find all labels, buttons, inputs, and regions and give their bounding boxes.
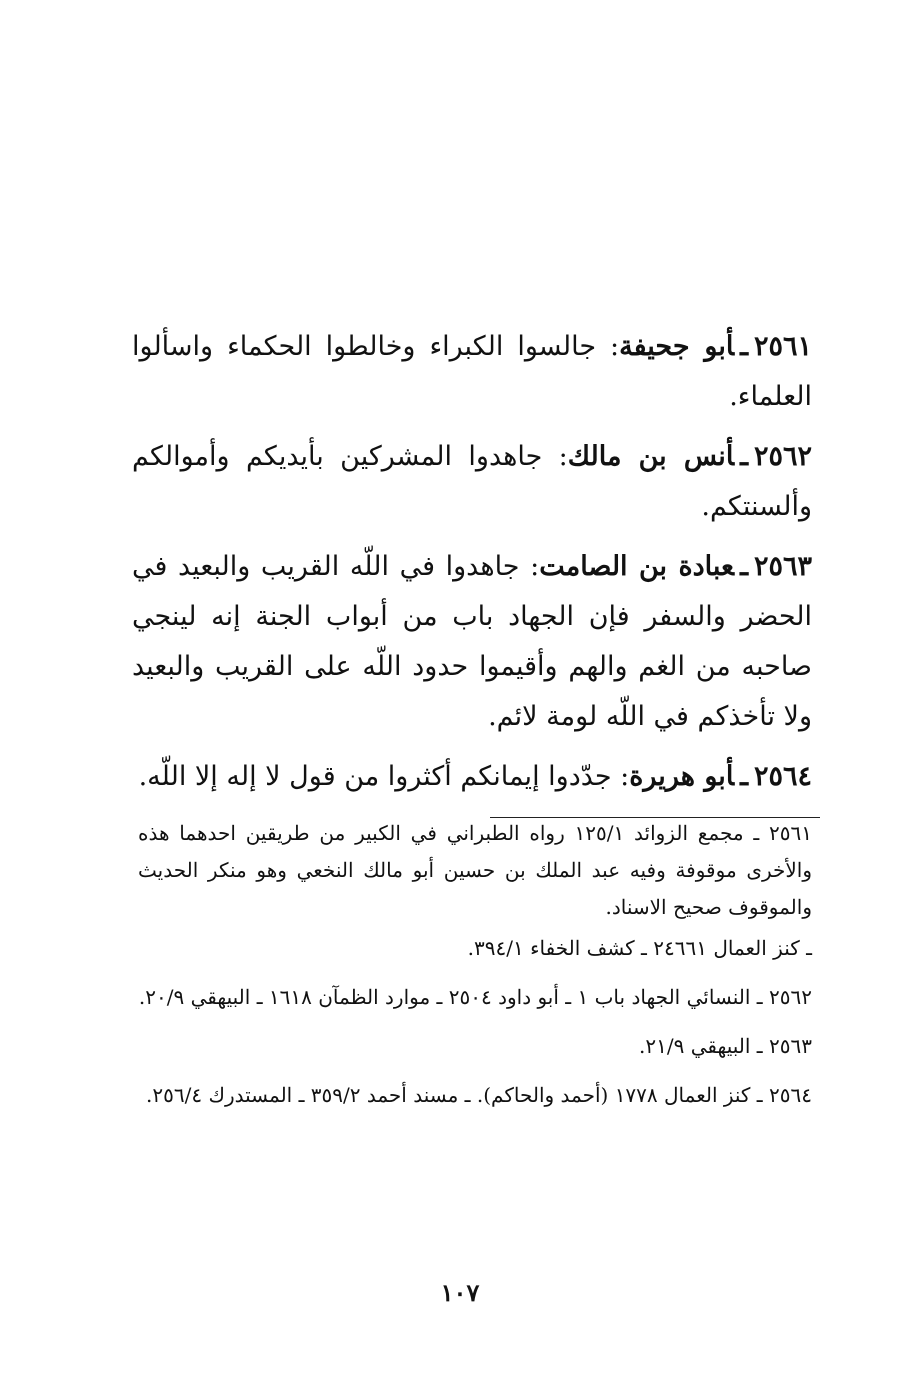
entry-text: : جدّدوا إيمانكم أكثروا من قول لا إله إلا اللّه. <box>138 761 630 792</box>
entry-dash: ـ <box>740 331 748 362</box>
entry-dash: ـ <box>740 441 748 472</box>
hadith-entry <box>132 432 812 532</box>
entry-dash: ـ <box>740 761 748 792</box>
entry-text: : جالسوا الكبراء وخالطوا الحكماء واسألوا العلماء. <box>132 331 812 412</box>
entry-dash: ـ <box>740 551 748 582</box>
entry-number: ٢٥٦٢ <box>753 441 812 472</box>
entry-narrator: عبادة بن الصامت <box>539 551 735 582</box>
footnote: ٢٥٦٣ ـ البيهقي ٢١/٩. <box>639 1034 812 1058</box>
entry-narrator: أنس بن مالك <box>567 441 735 472</box>
entry-text: : جاهدوا المشركين بأيديكم وأموالكم وألسنتكم. <box>132 441 812 522</box>
entry-number: ٢٥٦٤ <box>753 761 812 792</box>
footnote: ـ كنز العمال ٢٤٦٦١ ـ كشف الخفاء ٣٩٤/١. <box>467 936 812 960</box>
entry-number: ٢٥٦٣ <box>754 551 813 582</box>
hadith-entry <box>132 542 812 742</box>
page-number: ١٠٧ <box>440 1278 480 1307</box>
hadith-entry <box>132 752 812 802</box>
entry-text: : جاهدوا في اللّه القريب والبعيد في الحضر والسفر فإن الجهاد باب من أبواب الجنة إنه لينجي صاحبه من الغم والهم وأقيموا حدود اللّه على القريب والبعيد ولا تأخذكم في اللّه لومة لائم. <box>132 551 812 732</box>
hadith-entry <box>132 322 812 422</box>
footnote: ٢٥٦٢ ـ النسائي الجهاد باب ١ ـ أبو داود ٢٥٠٤ ـ موارد الظمآن ١٦١٨ ـ البيهقي ٢٠/٩. <box>138 985 812 1009</box>
entry-narrator: أبو جحيفة <box>619 331 735 362</box>
footnotes <box>138 815 812 1126</box>
footnote: ٢٥٦١ ـ مجمع الزوائد ١٢٥/١ رواه الطبراني في الكبير من طريقين احدهما هذه والأخرى موقوفة وفيه عبد الملك بن حسين أبو مالك النخعي وهو منكر الحديث والموقوف صحيح الاسناد. <box>138 821 812 919</box>
entry-narrator: أبو هريرة <box>629 761 735 792</box>
hadith-entries <box>132 322 812 812</box>
footnote: ٢٥٦٤ ـ كنز العمال ١٧٧٨ (أحمد والحاكم). ـ مسند أحمد ٣٥٩/٢ ـ المستدرك ٢٥٦/٤. <box>146 1083 812 1107</box>
entry-number: ٢٥٦١ <box>753 331 812 362</box>
